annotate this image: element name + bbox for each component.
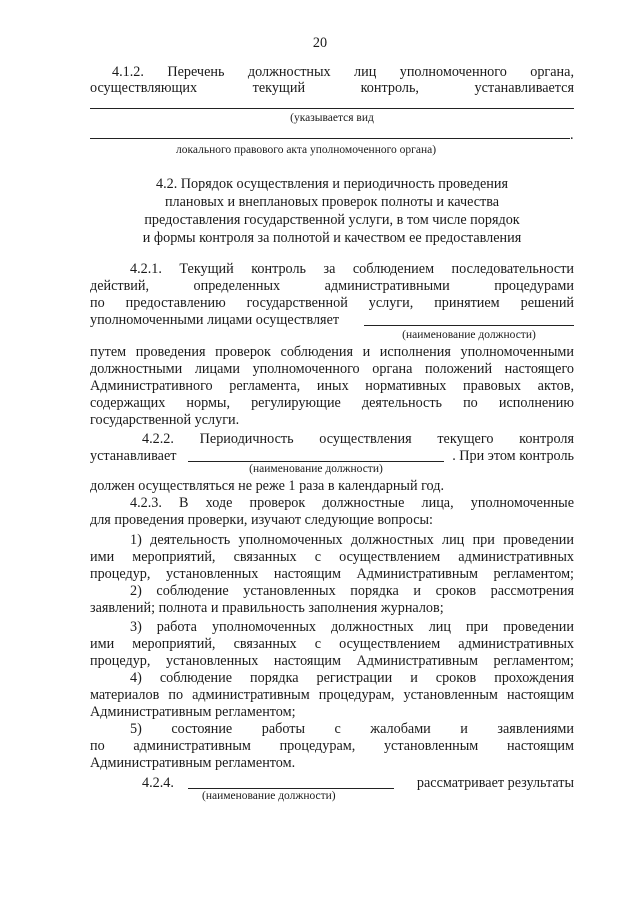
- s412-dot: .: [570, 127, 574, 143]
- s423-item3-line3: процедур, установленных настоящим Административным регламентом;: [90, 653, 574, 669]
- s423-item2-line2: заявлений; полнота и правильность заполнения журналов;: [90, 600, 444, 616]
- s412-note1: (указывается вид: [290, 112, 374, 124]
- s424-label: 4.2.4.: [142, 775, 174, 791]
- s421-line3: по предоставлению государственной услуги, принятием решений: [90, 295, 574, 311]
- s423-item3-line2: ими мероприятий, связанных с осуществлением административных: [90, 636, 574, 652]
- s423-line2: для проведения проверки, изучают следующие вопросы:: [90, 512, 433, 528]
- s423-item5-line1: 5) состояние работы с жалобами и заявлениями: [130, 721, 574, 737]
- blank-line: [364, 325, 574, 326]
- section-heading-line1: 4.2. Порядок осуществления и периодичность проведения: [155, 176, 509, 192]
- s423-line1: 4.2.3. В ходе проверок должностные лица, уполномоченные: [130, 495, 574, 511]
- s423-item2-line1: 2) соблюдение установленных порядка и сроков рассмотрения: [130, 583, 574, 599]
- s422-note: (наименование должности): [249, 463, 383, 475]
- s421-line4: уполномоченными лицами осуществляет: [90, 312, 340, 328]
- s421-line5: путем проведения проверок соблюдения и исполнения уполномоченными: [90, 344, 574, 360]
- s423-item1-line2: ими мероприятий, связанных с осуществлением административных: [90, 549, 574, 565]
- s412-note2: локального правового акта уполномоченного органа): [176, 144, 437, 156]
- s422-line2a: устанавливает: [90, 448, 177, 464]
- s412-line2: осуществляющих текущий контроль, устанавливается: [90, 80, 574, 96]
- s424-tail: рассматривает результаты: [416, 775, 574, 791]
- s422-line1: 4.2.2. Периодичность осуществления текущего контроля: [142, 431, 574, 447]
- s421-line6: должностными лицами уполномоченного органа положений настоящего: [90, 361, 574, 377]
- s421-line7: Административного регламента, иных нормативных правовых актов,: [90, 378, 574, 394]
- s421-note: (наименование должности): [402, 329, 536, 341]
- s421-line1: 4.2.1. Текущий контроль за соблюдением последовательности: [130, 261, 574, 277]
- section-heading-line4: и формы контроля за полнотой и качеством ее предоставления: [142, 230, 522, 246]
- s423-item5-line3: Административным регламентом.: [90, 755, 296, 771]
- s421-line9: государственной услуги.: [90, 412, 240, 428]
- section-heading-line3: предоставления государственной услуги, в том числе порядок: [144, 212, 520, 228]
- s422-line3: должен осуществляться не реже 1 раза в календарный год.: [90, 478, 445, 494]
- blank-line: [188, 788, 394, 789]
- s423-item3-line1: 3) работа уполномоченных должностных лиц при проведении: [130, 619, 574, 635]
- s423-item5-line2: по административным процедурам, установленным настоящим: [90, 738, 574, 754]
- s423-item1-line3: процедур, установленных настоящим Административным регламентом;: [90, 566, 574, 582]
- s423-item4-line3: Административным регламентом;: [90, 704, 296, 720]
- blank-line: [188, 461, 444, 462]
- blank-line: [90, 138, 570, 139]
- s423-item4-line1: 4) соблюдение порядка регистрации и сроков прохождения: [130, 670, 574, 686]
- s412-line1: 4.1.2. Перечень должностных лиц уполномоченного органа,: [112, 64, 574, 80]
- s421-line2: действий, определенных административными процедурами: [90, 278, 574, 294]
- s423-item1-line1: 1) деятельность уполномоченных должностных лиц при проведении: [130, 532, 574, 548]
- s423-item4-line2: материалов по административным процедурам, установленным настоящим: [90, 687, 574, 703]
- s424-note: (наименование должности): [202, 790, 336, 802]
- s421-line8: содержащих нормы, регулирующие деятельность по исполнению: [90, 395, 574, 411]
- section-heading-line2: плановых и внеплановых проверок полноты и качества: [164, 194, 500, 210]
- s422-line2b: . При этом контроль: [452, 448, 574, 464]
- blank-line: [90, 108, 574, 109]
- page-number: 20: [312, 35, 328, 51]
